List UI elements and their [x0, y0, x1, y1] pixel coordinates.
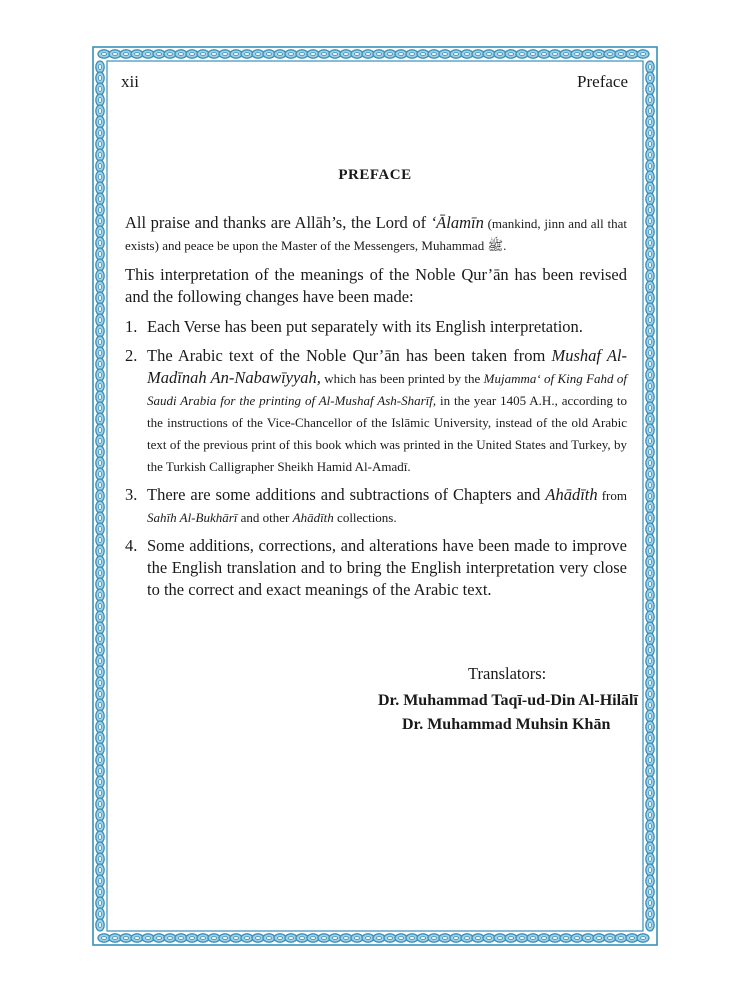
item3-text-c: from — [597, 488, 627, 503]
list-item — [125, 316, 627, 338]
list-text: Some additions, corrections, and alterations have been made to improve the English translation and to bring the English interpretation very close to the correct and exact meanings of the Arabic text. — [147, 536, 627, 599]
intro-text-3: . — [503, 238, 507, 253]
item3-text-g: collections. — [333, 510, 397, 525]
translator-name-1: Dr. Muhammad Taqī-ud-Din Al-Hilālī — [378, 692, 638, 709]
item3-ahadith: Ahādīth — [545, 485, 598, 504]
list-number: 2. — [125, 346, 138, 365]
list-item — [125, 535, 627, 601]
page-title: PREFACE — [338, 167, 412, 183]
list-number: 4. — [125, 536, 138, 555]
intro-paragraph — [125, 212, 627, 256]
intro-text-1: All praise and thanks are Allāh’s, the Lord of — [125, 213, 431, 232]
main-text — [125, 212, 627, 608]
running-header: Preface — [577, 72, 628, 91]
item2-text-c: which has been printed by the — [320, 371, 484, 386]
salutation-glyph: ﷺ — [487, 238, 504, 253]
intro-text-2: (mankind, jinn and all that exists) and peace be upon the Master of the Messengers, Muhammad — [125, 216, 627, 253]
list-number: 3. — [125, 485, 138, 504]
item3-ahadith-2: Ahādīth — [292, 510, 334, 525]
list-text — [147, 345, 627, 477]
list-number: 1. — [125, 317, 138, 336]
item3-text-a: There are some additions and subtractions of Chapters and — [147, 485, 546, 504]
item2-text-e: in the year 1405 A.H., according to the instructions of the Vice-Chancellor of the Islāmic University, instead of the old Arabic text of the previous print of this book which was printed in the United States and Turkey, by the Turkish Calligrapher Sheikh Hamid Al-Amadī. — [147, 393, 627, 474]
item2-text-a: The Arabic text of the Noble Qur’ān has been taken from — [147, 346, 552, 365]
intro-alamin: ‘Ālamīn — [430, 213, 484, 232]
list-item — [125, 484, 627, 528]
item2-mushaf: Mushaf Al-Madīnah An-Nabawīyyah, — [147, 346, 627, 387]
item3-text-e: and other — [237, 510, 293, 525]
translators-label: Translators: — [468, 664, 547, 683]
list-text — [147, 484, 627, 528]
page-number: xii — [121, 72, 139, 91]
item3-sahih: Sahīh Al-Bukhārī — [147, 510, 238, 525]
list-item — [125, 345, 627, 477]
translator-name-2: Dr. Muhammad Muhsin Khān — [402, 716, 611, 733]
item2-mujamma: Mujamma‘ of King Fahd of Saudi Arabia for the printing of Al-Mushaf Ash-Sharīf, — [147, 371, 627, 408]
list-text: Each Verse has been put separately with its English interpretation. — [147, 317, 583, 336]
statement-paragraph: This interpretation of the meanings of the Noble Qur’ān has been revised and the following changes have been made: — [125, 265, 627, 306]
